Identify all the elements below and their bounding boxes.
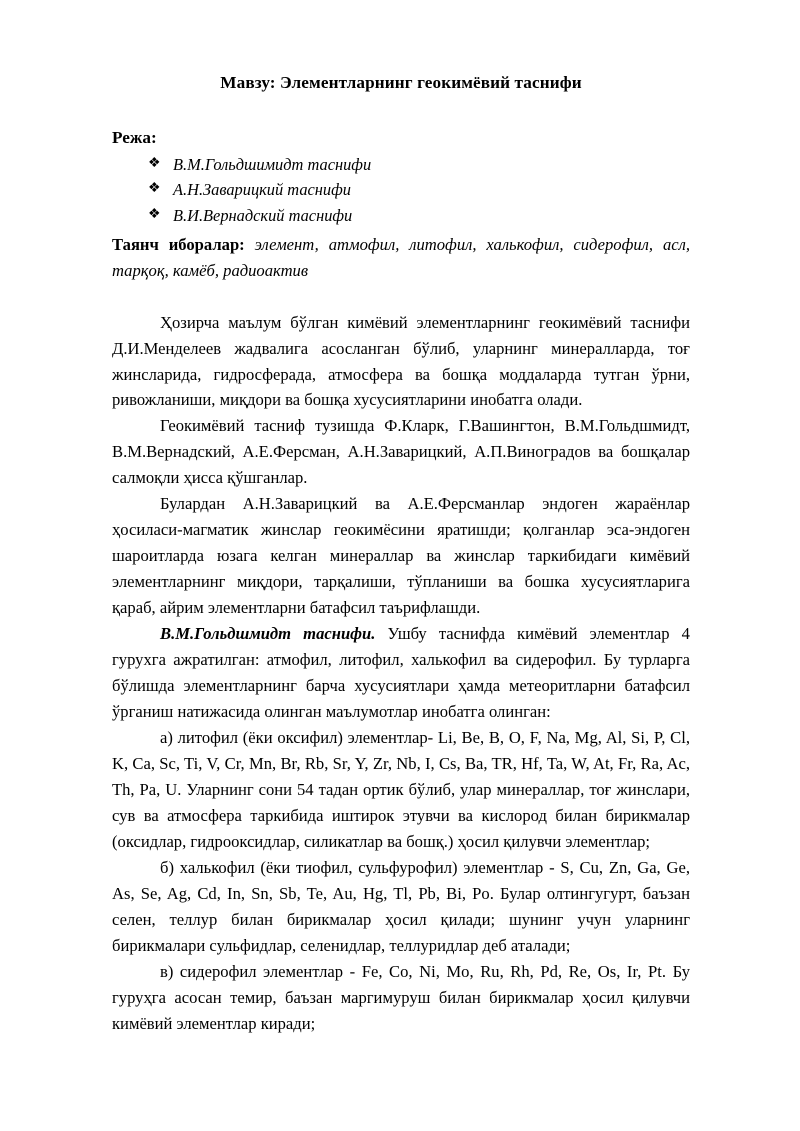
keywords-label: Таянч иборалар: (112, 235, 245, 255)
paragraph-item-a (112, 725, 690, 855)
paragraph-goldschmidt (112, 621, 690, 725)
list-item (148, 203, 690, 228)
paragraph-text: а) литофил (ёки оксифил) элементлар- Li, Be, B, O, F, Na, Mg, Al, Si, P, Cl, K, Ca, Sc, Ti, V, Cr, Mn, Br, Rb, Sr, Y, Zr, Nb, I, Cs, Ba, TR, Hf, Ta, W, At, Fr, Ra, Ac, Th, Pa, U. Уларнинг сони 54 тадан ортик бўлиб, улар минераллар, тоғ жинслари, сув ва атмосфера таркибида иштирок этувчи ва кислород билан бирикмалар (оксидлар, гидрооксидлар, силикатлар ва бошқ.) ҳосил қилувчи элементлар; (112, 728, 690, 851)
paragraph-text: Ушбу таснифда кимёвий элементлар 4 гурухга ажратилган: атмофил, литофил, халькофил ва сидерофил. Бу турларга бўлишда элементларнинг барча хусусиятлари ҳамда метеоритларни батафсил ўрганиш натижасида олинган маълумотлар инобатга олинган: (112, 624, 690, 722)
paragraph-text: Ҳозирча маълум бўлган кимёвий элементларнинг геокимёвий таснифи Д.И.Менделеев жадвалига асосланган бўлиб, уларнинг минералларда, тоғ жинсларида, гидросферада, атмосфера ва бошқа моддаларда тутган ўрни, ривожланиши, миқдори ва бошқа хусусиятларини инобатга олади. (112, 312, 690, 410)
list-item-label: В.М.Гольдшимидт таснифи (173, 154, 372, 174)
plan-list (112, 152, 690, 228)
paragraph-item-b (112, 855, 690, 959)
paragraph (112, 413, 690, 491)
list-item (148, 177, 690, 202)
paragraph-text: Булардан А.Н.Заварицкий ва А.Е.Ферсманлар эндоген жараёнлар ҳосиласи-магматик жинслар геокимёсини яратишди; қолганлар эса-эндоген шароитларда юзага келган минераллар ва жинслар таркибидаги кимёвий элементларнинг миқдори, тарқалиши, тўпланиши ва бошка хусусиятларига қараб, айрим элементларни батафсил таърифлашди. (112, 494, 690, 618)
paragraph-item-v (112, 959, 690, 1037)
diamond-bullet-icon: ❖ (148, 181, 161, 197)
list-item-label: В.И.Вернадский таснифи (173, 205, 353, 225)
page-title: Мавзу: Элементларнинг геокимёвий таснифи (220, 73, 582, 92)
document-body (112, 310, 690, 1037)
keywords-line (112, 232, 690, 283)
paragraph-text: б) халькофил (ёки тиофил, сульфурофил) элементлар - S, Cu, Zn, Ga, Ge, As, Se, Ag, Cd, In, Sn, Sb, Te, Au, Hg, Tl, Pb, Bi, Po. Булар олтингугурт, баъзан селен, теллур билан бирикмалар ҳосил қилади; шунинг учун уларнинг бирикмалари сульфидлар, селенидлар, теллуридлар деб аталади; (112, 857, 690, 955)
diamond-bullet-icon: ❖ (148, 155, 161, 171)
list-item (148, 152, 690, 177)
keywords-terms: элемент, атмофил, литофил, халькофил, сидерофил, асл, тарқоқ, камёб, радиоактив (112, 235, 690, 280)
paragraph (112, 310, 690, 414)
paragraph (112, 491, 690, 621)
paragraph-text: Геокимёвий тасниф тузишда Ф.Кларк, Г.Вашингтон, В.М.Гольдшмидт, В.М.Вернадский, А.Е.Ферсман, А.Н.Заварицкий, А.П.Виноградов ва бошқалар салмоқли ҳисса қўшганлар. (112, 416, 690, 488)
diamond-bullet-icon: ❖ (148, 206, 161, 222)
plan-heading: Режа: (112, 128, 157, 148)
paragraph-lead-term: В.М.Гольдшмидт таснифи. (160, 624, 376, 644)
paragraph-text: в) сидерофил элементлар - Fe, Co, Ni, Mo, Ru, Rh, Pd, Re, Os, Ir, Pt. Бу гуруҳга асосан темир, баъзан маргимуруш билан бирикмалар ҳосил қилувчи кимёвий элементлар киради; (112, 961, 690, 1033)
list-item-label: А.Н.Заварицкий таснифи (173, 180, 351, 200)
